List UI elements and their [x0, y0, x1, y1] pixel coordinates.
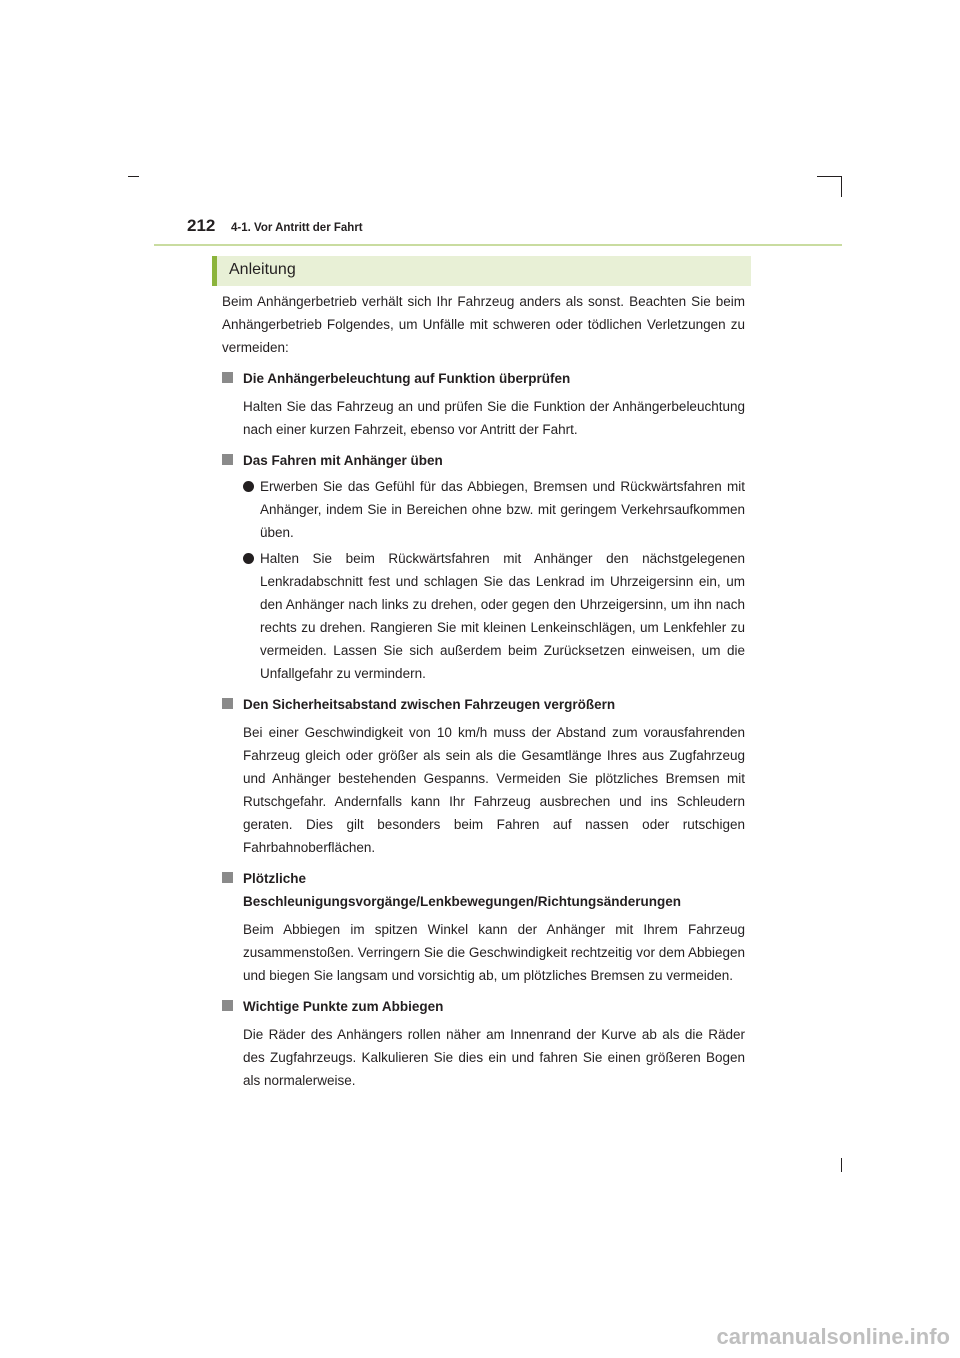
square-bullet-icon: [222, 698, 233, 709]
watermark-link[interactable]: carmanualsonline.info: [716, 1324, 950, 1349]
item-title: Wichtige Punkte zum Abbiegen: [243, 999, 444, 1014]
bullet-item: [243, 547, 745, 685]
header-divider: [154, 244, 842, 246]
main-content: [222, 290, 745, 1092]
section-heading: Anleitung: [229, 261, 296, 278]
item-body: Bei einer Geschwindigkeit von 10 km/h muss der Abstand zum vorausfahrenden Fahrzeug gleich oder größer als sein als die Gesamtlänge Ihres aus Zugfahrzeug und Anhänger bestehenden Gespanns. Vermeiden Sie plötzliches Bremsen mit Rutschgefahr. Andernfalls kann Ihr Fahrzeug ausbrechen und ins Schleudern geraten. Dies gilt besonders beim Fahren auf nassen oder rutschigen Fahrbahnoberflächen.: [243, 725, 745, 855]
item-title: Das Fahren mit Anhänger üben: [243, 453, 443, 468]
item-title: Plötzliche Beschleunigungsvorgänge/Lenkbewegungen/Richtungsänderungen: [243, 871, 682, 909]
crop-mark-top-right-h: [817, 176, 841, 177]
list-item: [222, 693, 745, 859]
bullet-text: Halten Sie beim Rückwärtsfahren mit Anhänger den nächstgelegenen Lenkradabschnitt fest und schlagen Sie das Lenkrad im Uhrzeigersinn ein, um den Anhänger nach links zu drehen, oder gegen den Uhrzeigersinn, um ihn nach rechts zu drehen. Rangieren Sie mit kleinen Lenkeinschlägen, um Lenkfehler zu vermeiden. Lassen Sie sich außerdem beim Zurücksetzen einweisen, um die Unfallgefahr zu vermindern.: [260, 551, 745, 681]
list-item: [222, 867, 745, 987]
square-bullet-icon: [222, 872, 233, 883]
crop-mark-bottom-right: [841, 1158, 842, 1172]
crop-mark-top-left: [128, 176, 139, 177]
section-heading-bar: [212, 256, 751, 286]
list-item: [222, 995, 745, 1092]
section-title: 4-1. Vor Antritt der Fahrt: [231, 222, 363, 234]
list-item: [222, 367, 745, 441]
item-body: Halten Sie das Fahrzeug an und prüfen Sie die Funktion der Anhängerbeleuchtung nach einer kurzen Fahrzeit, ebenso vor Antritt der Fahrt.: [243, 399, 745, 437]
item-title: Den Sicherheitsabstand zwischen Fahrzeugen vergrößern: [243, 697, 616, 712]
bullet-text: Erwerben Sie das Gefühl für das Abbiegen, Bremsen und Rückwärtsfahren mit Anhänger, indem Sie in Bereichen ohne bzw. mit geringem Verkehrsaufkommen üben.: [260, 479, 745, 540]
intro-paragraph: Beim Anhängerbetrieb verhält sich Ihr Fahrzeug anders als sonst. Beachten Sie beim Anhängerbetrieb Folgendes, um Unfälle mit schweren oder tödlichen Verletzungen zu vermeiden:: [222, 294, 745, 355]
item-body: Beim Abbiegen im spitzen Winkel kann der Anhänger mit Ihrem Fahrzeug zusammenstoßen. Verringern Sie die Geschwindigkeit rechtzeitig vor dem Abbiegen und biegen Sie langsam und vorsichtig ab, um plötzliches Bremsen zu vermeiden.: [243, 922, 746, 983]
page-number: 212: [187, 216, 216, 235]
item-title: Die Anhängerbeleuchtung auf Funktion überprüfen: [243, 371, 571, 386]
item-body: Die Räder des Anhängers rollen näher am Innenrand der Kurve ab als die Räder des Zugfahrzeugs. Kalkulieren Sie dies ein und fahren Sie einen größeren Bogen als normalerweise.: [243, 1027, 745, 1088]
list-item: [222, 449, 745, 685]
square-bullet-icon: [222, 454, 233, 465]
crop-mark-top-right-v: [841, 176, 842, 197]
square-bullet-icon: [222, 372, 233, 383]
square-bullet-icon: [222, 1000, 233, 1011]
round-bullet-icon: [243, 553, 254, 564]
bullet-item: [243, 475, 745, 544]
round-bullet-icon: [243, 481, 254, 492]
